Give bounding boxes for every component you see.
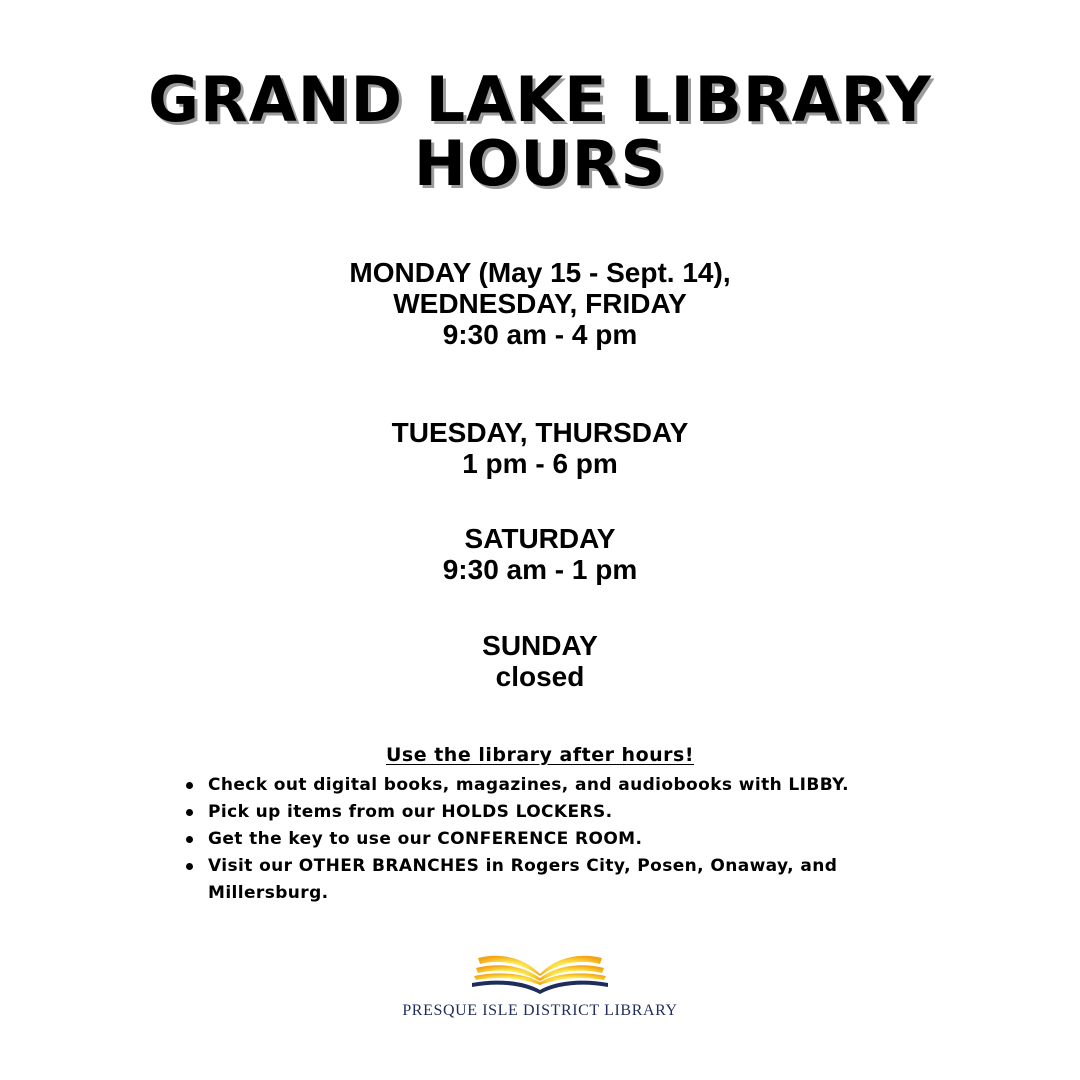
open-book-sunrise-icon [470, 936, 610, 998]
schedule-mon-wed-fri [0, 257, 1080, 350]
library-logo [0, 936, 1080, 1020]
list-item-text: Pick up items from our HOLDS LOCKERS. [208, 802, 613, 822]
list-item [208, 772, 928, 799]
list-item [208, 826, 928, 853]
title-line-2: HOURS [413, 127, 667, 200]
after-hours-heading: Use the library after hours! [385, 744, 695, 766]
list-item-text: Get the key to use our CONFERENCE ROOM. [208, 829, 643, 849]
logo-text: PRESQUE ISLE DISTRICT LIBRARY [402, 1002, 678, 1019]
schedule-days: SATURDAY [464, 523, 616, 554]
schedule-hours: closed [495, 661, 585, 692]
page-title [0, 63, 1080, 200]
schedule-sunday [0, 630, 1080, 692]
list-item [208, 799, 928, 826]
schedule-tue-thu [0, 417, 1080, 479]
schedule-hours: 1 pm - 6 pm [462, 448, 618, 479]
schedule-saturday [0, 523, 1080, 585]
bullet-icon [186, 809, 193, 816]
schedule-hours: 9:30 am - 4 pm [442, 319, 638, 350]
bullet-icon [186, 863, 193, 870]
title-line-1: GRAND LAKE LIBRARY [148, 63, 932, 136]
schedule-hours: 9:30 am - 1 pm [442, 554, 638, 585]
after-hours-list [208, 772, 928, 907]
schedule-days-line-2: WEDNESDAY, FRIDAY [393, 288, 687, 319]
schedule-days: SUNDAY [482, 630, 598, 661]
list-item-text: Visit our OTHER BRANCHES in Rogers City, Posen, Onaway, and Millersburg. [208, 856, 838, 903]
bullet-icon [186, 836, 193, 843]
schedule-days: TUESDAY, THURSDAY [391, 417, 689, 448]
bullet-icon [186, 782, 193, 789]
list-item [208, 853, 928, 907]
list-item-text: Check out digital books, magazines, and audiobooks with LIBBY. [208, 775, 849, 795]
schedule-days-line-1: MONDAY (May 15 - Sept. 14), [349, 257, 731, 288]
